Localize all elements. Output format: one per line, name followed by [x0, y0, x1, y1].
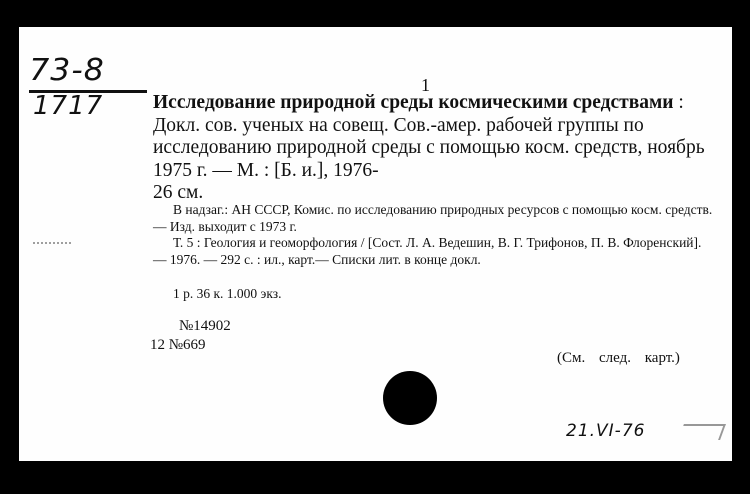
annotation: В надзаг.: АН СССР, Комис. по исследованию природных ресурсов с помощью косм. средств. — Изд. выходит с 1973 г. [153, 202, 713, 234]
handwritten-date: 21.VI-76 [566, 421, 646, 441]
call-number-bottom: 1717 [33, 91, 104, 121]
continued-note: (См. след. карт.) [557, 350, 680, 366]
inventory-number-1: №14902 [179, 318, 231, 334]
price-print-run: 1 р. 36 к. 1.000 экз. [173, 286, 282, 301]
catalog-card [19, 27, 732, 461]
handwritten-scribble [678, 424, 726, 440]
punch-hole [383, 371, 437, 425]
title-details: : Докл. сов. ученых на совещ. Сов.-амер. рабочей группы по исследованию природной среды с помощью косм. средств, ноябрь 1975 г. — М. : [Б. и.], 1976- [153, 92, 705, 181]
volume-contents: Т. 5 : Геология и геоморфология / [Сост. Л. А. Ведешин, В. Г. Трифонов, П. В. Флоренский]. — 1976. — 292 с. : ил., карт.— Списки лит. в конце докл. [153, 235, 702, 267]
bibliographic-description [153, 92, 713, 205]
inventory-number-2: 12 №669 [150, 337, 206, 353]
title: Исследование природной среды космическими средствами [153, 92, 674, 113]
ink-speck [33, 242, 71, 254]
call-number-top: 73-8 [29, 53, 105, 88]
card-number: 1 [421, 75, 430, 95]
physical-size: 26 см. [153, 182, 204, 203]
